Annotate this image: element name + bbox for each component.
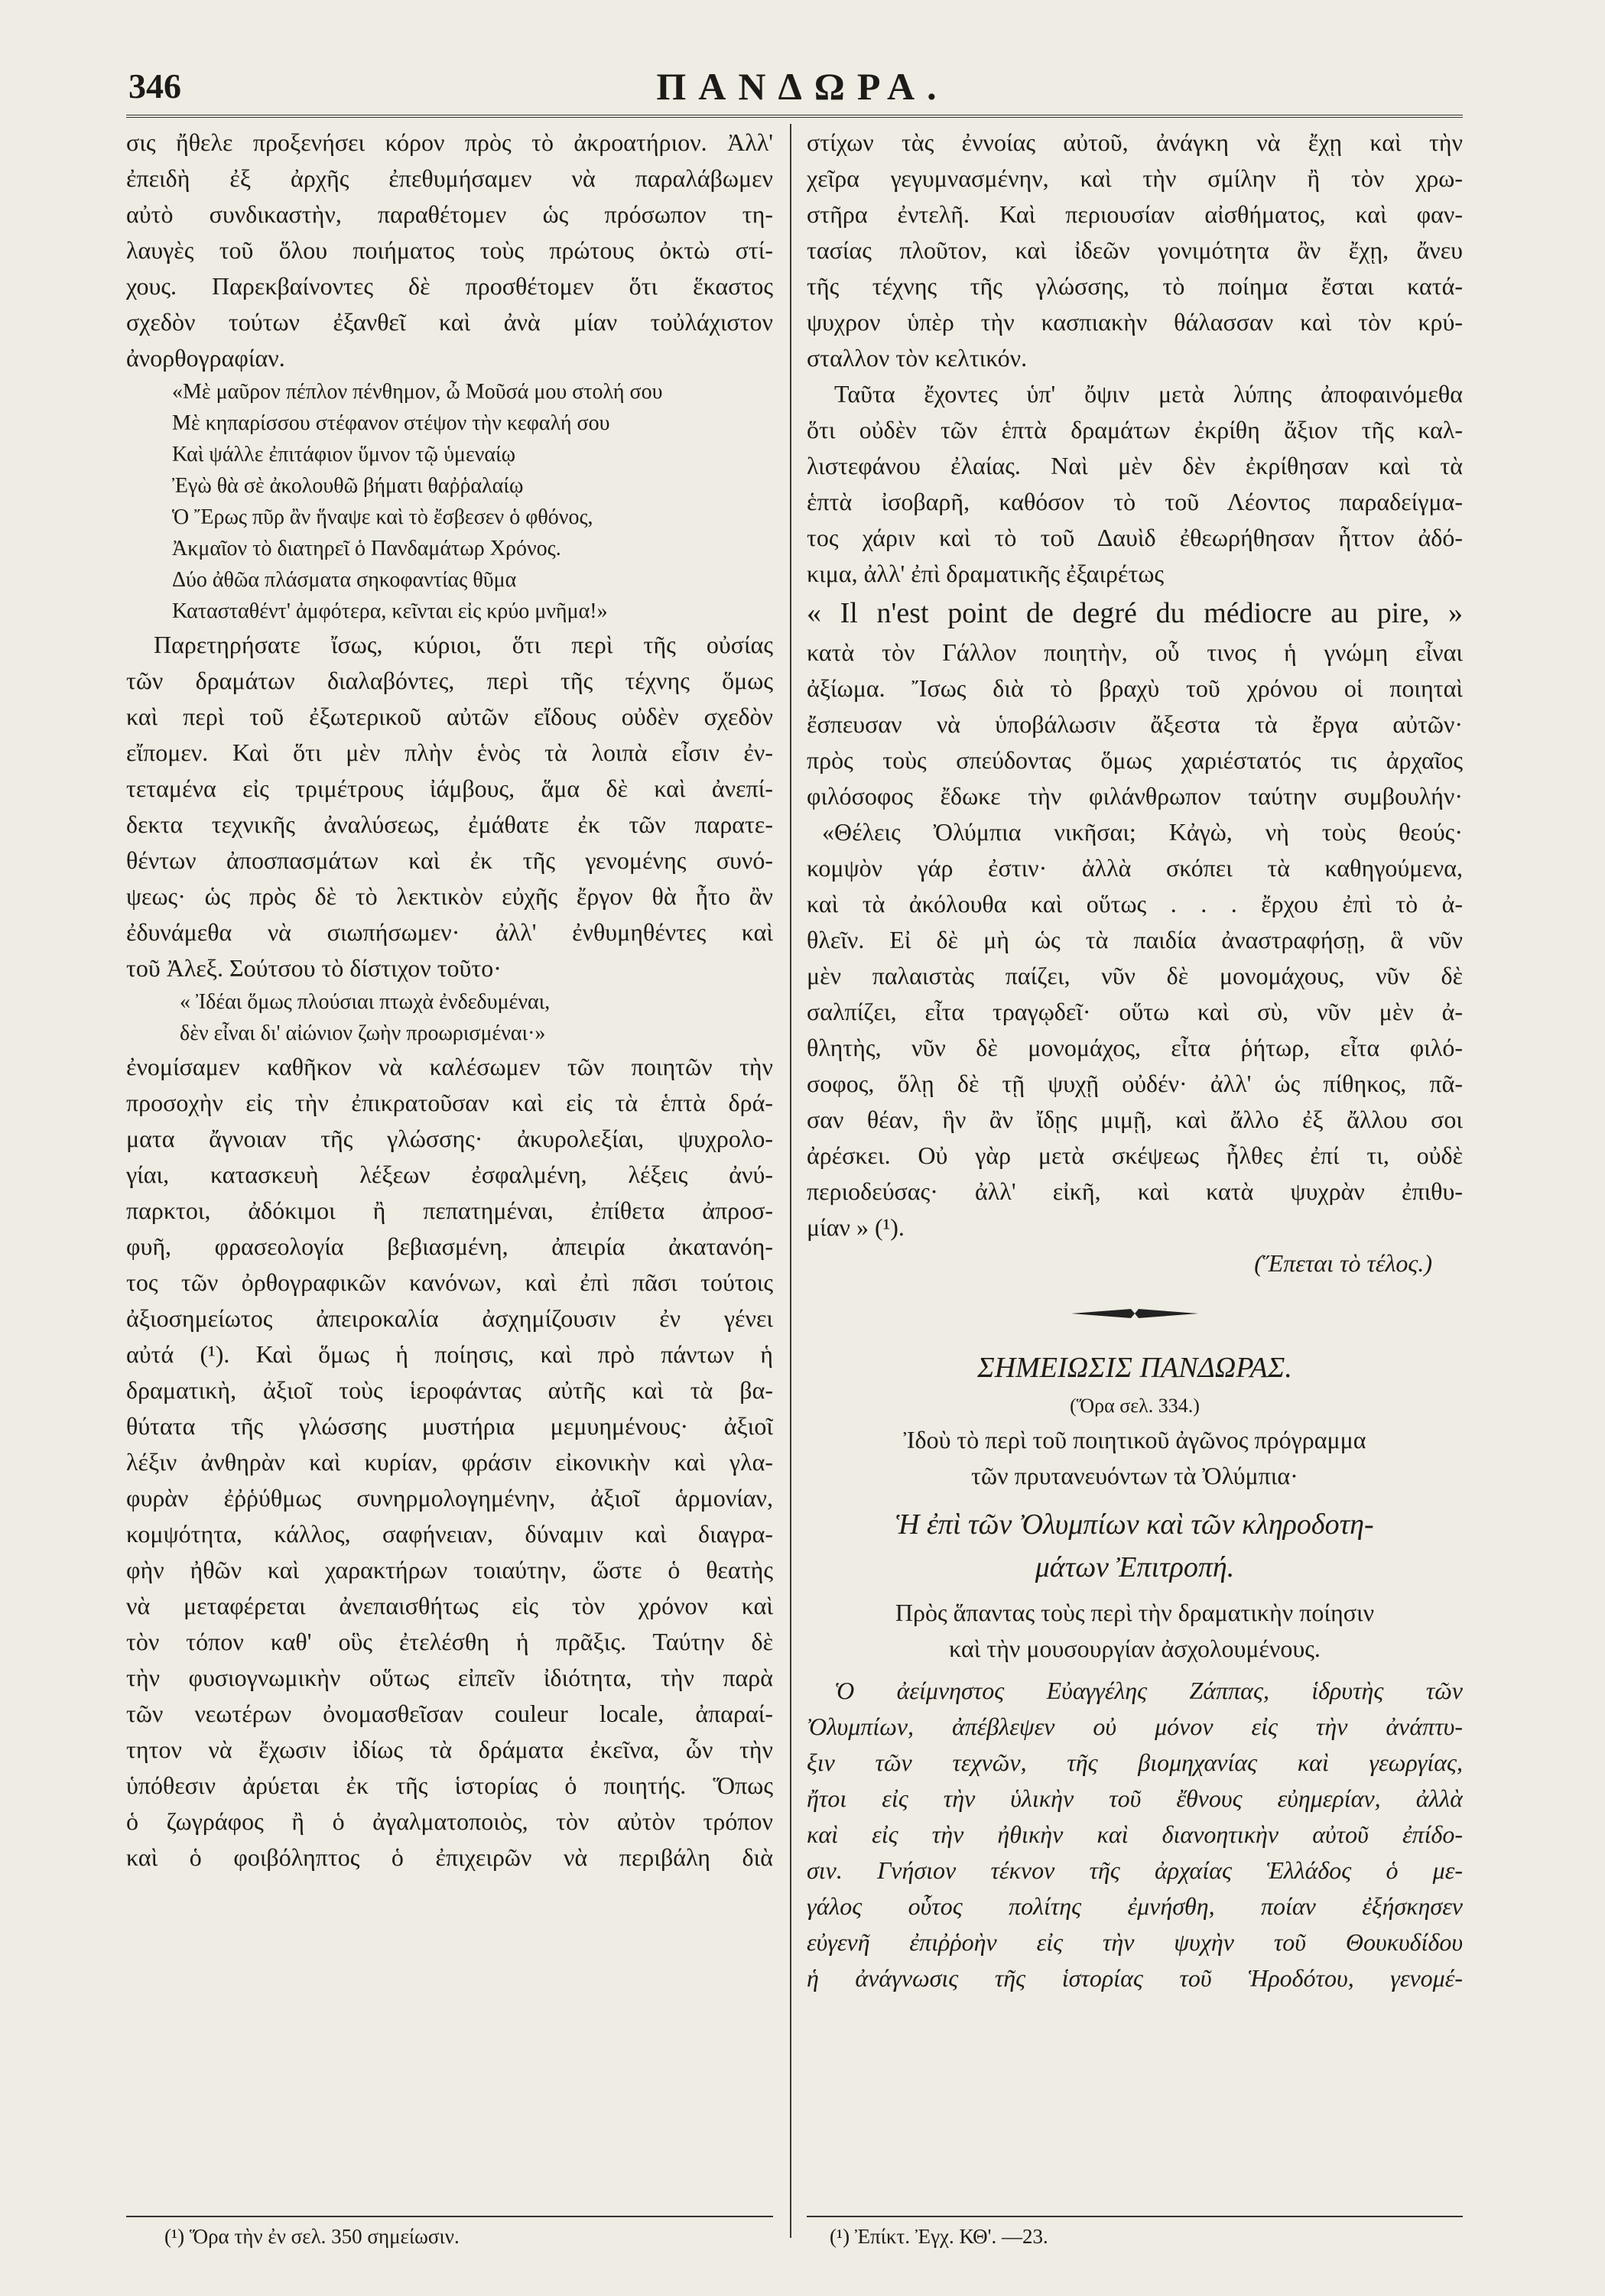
text-line: Ταῦτα ἔχοντες ὑπ' ὄψιν μετὰ λύπης ἀποφαινόμεθα <box>834 380 1463 408</box>
text-line: ἀξιοσημείωτος ἀπειροκαλία ἀσχημίζουσιν ἐν γένει <box>126 1304 773 1332</box>
left-column <box>126 125 773 1875</box>
text-line: τοῦ Ἀλεξ. Σούτσου τὸ δίστιχον τοῦτο· <box>126 954 502 982</box>
text-line: Παρετηρήσατε ἴσως, κύριοι, ὅτι περὶ τῆς οὐσίας <box>154 631 773 658</box>
right-column-text <box>807 125 1463 1245</box>
text-line: θέντων ἀποσπασμάτων καὶ ἐκ τῆς γενομένης συνό- <box>126 846 773 874</box>
text-line: «Θέλεις Ὀλύμπια νικῆσαι; Κἀγὼ, νὴ τοὺς θεούς· <box>822 818 1463 846</box>
text-line: στῆρα ἐντελῆ. Καὶ περιουσίαν αἰσθήματος, καὶ φαν- <box>807 200 1463 228</box>
text-line: θύτατα τῆς γλώσσης μυστήρια μεμυημένους· ἀξιοῖ <box>126 1412 773 1440</box>
text-line: Ὁ Ἔρως πῦρ ἂν ἥναψε καὶ τὸ ἔσβεσεν ὁ φθόνος, <box>172 505 593 529</box>
body-line: γάλος οὗτος πολίτης ἐμνήσθη, ποίαν ἐξήσκησεν <box>807 1892 1463 1920</box>
text-line: τητον νὰ ἔχωσιν ἰδίως τὰ δράματα ἐκεῖνα, ὧν τὴν <box>126 1736 773 1763</box>
text-line: σοφος, ὅλῃ δὲ τῇ ψυχῇ οὐδέν· ἀλλ' ὡς πίθηκος, πᾶ- <box>807 1070 1463 1097</box>
text-line: ἀνορθογραφίαν. <box>126 344 285 372</box>
text-line: δραματικὴ, ἀξιοῖ τοὺς ἱεροφάντας αὐτῆς καὶ τὰ βα- <box>126 1376 773 1404</box>
right-column <box>807 125 1463 1996</box>
text-line: τῶν νεωτέρων ὀνομασθεῖσαν couleur locale, ἀπαραί- <box>126 1700 773 1727</box>
text-line: φιλόσοφος ἔδωκε τὴν φιλάνθρωπον ταύτην συμβουλήν· <box>807 782 1463 810</box>
section-ref: (Ὅρα σελ. 334.) <box>1070 1395 1200 1417</box>
text-line: λαυγὲς τοῦ ὅλου ποιήματος τοὺς πρώτους ὀκτὼ στί- <box>126 236 773 264</box>
committee-title <box>807 1503 1463 1589</box>
committee-address <box>807 1595 1463 1667</box>
text-line: ὅτι οὐδὲν τῶν ἑπτὰ δραμάτων ἐκρίθη ἄξιον τῆς καλ- <box>807 416 1463 443</box>
text-line: καὶ περὶ τοῦ ἐξωτερικοῦ αὐτῶν εἴδους οὐδὲν σχεδὸν <box>126 703 773 730</box>
body-line: καὶ εἰς τὴν ἠθικὴν καὶ διανοητικὴν αὐτοῦ ἐπίδο- <box>807 1820 1463 1848</box>
address-line: καὶ τὴν μουσουργίαν ἀσχολουμένους. <box>949 1635 1321 1662</box>
text-line: τῶν δραμάτων διαλαβόντες, περὶ τῆς τέχνης ὅμως <box>126 667 773 694</box>
text-line: κιμα, ἀλλ' ἐπὶ δραματικῆς ἐξαιρέτως <box>807 560 1165 587</box>
footnote-left: (¹) Ὅρα τὴν ἐν σελ. 350 σημείωσιν. <box>164 2225 460 2248</box>
page-number: 346 <box>128 67 181 106</box>
text-line: ἐπειδὴ ἐξ ἀρχῆς ἐπεθυμήσαμεν νὰ παραλάβωμεν <box>126 164 773 192</box>
text-line: ἑπτὰ ἰσοβαρῆ, καθόσον τὸ τοῦ Λέοντος παραδείγμα- <box>807 488 1463 515</box>
page-header <box>0 0 1605 115</box>
text-line: σταλλον τὸν κελτικόν. <box>807 344 1028 372</box>
text-line: « Ἰδέαι ὅμως πλούσιαι πτωχὰ ἐνδεδυμέναι, <box>180 990 551 1014</box>
text-line: λιστεφάνου ἐλαίας. Ναὶ μὲν δὲν ἐκρίθησαν καὶ τὰ <box>807 452 1463 479</box>
address-line: Πρὸς ἅπαντας τοὺς περὶ τὴν δραματικὴν ποίησιν <box>895 1599 1375 1626</box>
text-line: τῆς τέχνης τῆς γλώσσης, τὸ ποίημα ἔσται κατά- <box>807 272 1463 300</box>
body-line: εὐγενῆ ἐπιῤῥοὴν εἰς τὴν ψυχὴν τοῦ Θουκυδίδου <box>807 1928 1463 1956</box>
body-line: σιν. Γνήσιον τέκνον τῆς ἀρχαίας Ἑλλάδος ὁ με- <box>807 1856 1463 1884</box>
footnote-right: (¹) Ἐπίκτ. Ἐγχ. ΚΘ'. —23. <box>830 2225 1048 2248</box>
text-line: στίχων τὰς ἐννοίας αὐτοῦ, ἀνάγκη νὰ ἔχῃ καὶ τὴν <box>807 128 1463 156</box>
text-line: καὶ ὁ φοιβόληπτος ὁ ἐπιχειρῶν νὰ περιβάλη διὰ <box>126 1843 773 1871</box>
text-line: σις ἤθελε προξενήσει κόρον πρὸς τὸ ἀκροατήριον. Ἀλλ' <box>126 128 773 156</box>
text-line: τασίας πλοῦτον, καὶ ἰδεῶν γονιμότητα ἂν ἔχῃ, ἄνευ <box>807 236 1463 264</box>
committee-line: μάτων Ἐπιτροπή. <box>1035 1551 1235 1583</box>
text-line: δὲν εἶναι δι' αἰώνιον ζωὴν προωρισμέναι·» <box>180 1021 546 1045</box>
text-line: λέξιν ἀνθηρὰν καὶ κυρίαν, φράσιν εἰκονικὴν καὶ γλα- <box>126 1448 773 1476</box>
text-line: μὲν παλαιστὰς παίζει, νῦν δὲ μονομάχους, νῦν δὲ <box>807 962 1463 989</box>
text-line: ματα ἄγνοιαν τῆς γλώσσης· ἀκυρολεξίαι, ψυχρολο- <box>126 1125 773 1152</box>
text-line: ἔσπευσαν νὰ ὑποβάλωσιν ἄξεστα τὰ ἔργα αὐτῶν· <box>807 710 1463 738</box>
text-line: προσοχὴν εἰς τὴν ἐπικρατοῦσαν καὶ εἰς τὰ ἑπτὰ δρά- <box>126 1089 773 1116</box>
text-line: τεταμένα εἰς τριμέτρους ἰάμβους, ἅμα δὲ καὶ ἀνεπί- <box>126 775 773 802</box>
journal-title: ΠΑΝΔΩΡΑ. <box>656 65 949 108</box>
text-line: φὴν ἠθῶν καὶ χαρακτήρων τοιαύτην, ὥστε ὁ θεατὴς <box>126 1556 773 1583</box>
text-line: ὁ ζωγράφος ἢ ὁ ἀγαλματοποιὸς, τὸν αὐτὸν τρόπον <box>126 1807 773 1835</box>
intro-line: τῶν πρυτανευόντων τὰ Ὀλύμπια· <box>971 1462 1298 1489</box>
section-intro <box>807 1422 1463 1494</box>
footnote-rule-left <box>126 2216 773 2217</box>
body-line: Ὀλυμπίων, ἀπέβλεψεν οὐ μόνον εἰς τὴν ἀνάπτυ- <box>807 1713 1463 1740</box>
text-line: σαν θέαν, ἣν ἂν ἴδῃς μιμῇ, καὶ ἄλλο ἐξ ἄλλου σοι <box>807 1106 1463 1133</box>
body-line: ξιν τῶν τεχνῶν, τῆς βιομηχανίας καὶ γεωργίας, <box>807 1749 1463 1776</box>
text-line: τος τῶν ὀρθογραφικῶν κανόνων, καὶ ἐπὶ πᾶσι τούτοις <box>126 1268 773 1296</box>
text-line: ἐδυνάμεθα νὰ σιωπήσωμεν· ἀλλ' ἐνθυμηθέντες καὶ <box>126 918 773 946</box>
section-body <box>807 1673 1463 1996</box>
text-line: κατὰ τὸν Γάλλον ποιητὴν, οὗ τινος ἡ γνώμη εἶναι <box>807 638 1463 666</box>
text-line: «Μὲ μαῦρον πέπλον πένθημον, ὦ Μοῦσά μου στολή σου <box>172 380 663 404</box>
text-line: χους. Παρεκβαίνοντες δὲ προσθέτομεν ὅτι ἕκαστος <box>126 272 773 300</box>
text-line: καὶ τὰ ἀκόλουθα καὶ οὕτως . . . ἔρχου ἐπὶ τὸ ἀ- <box>807 890 1463 917</box>
section-heading: ΣΗΜΕΙΩΣΙΣ ΠΑΝΔΩΡΑΣ. <box>977 1352 1292 1384</box>
text-line: χεῖρα γεγυμνασμένην, καὶ τὴν σμίλην ἢ τὸν χρω- <box>807 164 1463 192</box>
text-line: νὰ μεταφέρεται ἀνεπαισθήτως εἰς τὸν χρόνον καὶ <box>126 1592 773 1619</box>
text-line: σχεδὸν τούτων ἐξανθεῖ καὶ ἀνὰ μίαν τοὐλάχιστον <box>126 308 773 336</box>
text-line: ἐνομίσαμεν καθῆκον νὰ καλέσωμεν τῶν ποιητῶν τὴν <box>126 1053 773 1080</box>
text-line: σαλπίζει, εἶτα τραγῳδεῖ· οὕτω καὶ σὺ, νῦν μὲν ἀ- <box>807 998 1463 1025</box>
text-line: « Il n'est point de degré du médiocre au pire, » <box>807 597 1463 629</box>
text-line: πρὸς τοὺς σπεύδοντας ὅμως χαριέστατός τις ἀρχαῖος <box>807 746 1463 774</box>
text-line: τὸν τόπον καθ' οὓς ἐτελέσθη ἡ πρᾶξις. Ταύτην δὲ <box>126 1628 773 1655</box>
committee-line: Ἡ ἐπὶ τῶν Ὀλυμπίων καὶ τῶν κληροδοτη- <box>895 1508 1374 1541</box>
text-line: Ἐγὼ θὰ σὲ ἀκολουθῶ βήματι θαῤῥαλαίῳ <box>172 474 524 498</box>
footnote-rule-right <box>807 2216 1463 2217</box>
text-line: κομψὸν γάρ ἐστιν· ἀλλὰ σκόπει τὰ καθηγούμενα, <box>807 854 1463 882</box>
body-line: ἡ ἀνάγνωσις τῆς ἱστορίας τοῦ Ἡροδότου, γενομέ- <box>807 1964 1463 1992</box>
text-line: ὑπόθεσιν ἀρύεται ἐκ τῆς ἱστορίας ὁ ποιητής. Ὅπως <box>126 1772 773 1799</box>
text-line: Μὲ κηπαρίσσου στέφανον στέψον τὴν κεφαλή σου <box>172 411 610 435</box>
text-line: φυρὰν ἐῤῥύθμως συνηρμολογημένην, ἀξιοῖ ἁρμονίαν, <box>126 1484 773 1512</box>
text-line: φυῆ, φρασεολογία βεβιασμένη, ἀπειρία ἀκατανόη- <box>126 1232 773 1260</box>
text-line: παρκτοι, ἀδόκιμοι ἢ πεπατημέναι, ἐπίθετα ἀπροσ- <box>126 1197 773 1224</box>
text-line: Δύο ἀθῶα πλάσματα σηκοφαντίας θῦμα <box>172 568 517 592</box>
text-line: γίαι, κατασκευὴ λέξεων ἐσφαλμένη, λέξεις ἀνύ- <box>126 1161 773 1188</box>
text-line: ἀρέσκει. Οὐ γὰρ μετὰ σκέψεως ἦλθες ἐπί τι, οὐδὲ <box>807 1142 1463 1169</box>
ornament-rule <box>1070 1304 1200 1323</box>
text-line: περιοδεύσας· ἀλλ' εἰκῆ, καὶ κατὰ ψυχρὰν ἐπιθυ- <box>807 1177 1463 1205</box>
text-line: κομψότητα, κάλλος, σαφήνειαν, δύναμιν καὶ διαγρα- <box>126 1520 773 1547</box>
text-line: θλεῖν. Εἰ δὲ μὴ ὡς τὰ παιδία ἀναστραφήσῃ, ἃ νῦν <box>807 926 1463 953</box>
text-line: αὐτὸ συνδικαστὴν, παραθέτομεν ὡς πρόσωπον τη- <box>126 200 773 228</box>
body-line: Ὁ ἀείμνηστος Εὐαγγέλης Ζάππας, ἱδρυτὴς τῶν <box>834 1677 1463 1704</box>
text-line: μίαν » (¹). <box>807 1213 905 1241</box>
header-rule <box>126 115 1463 118</box>
text-line: Κατασταθέντ' ἀμφότερα, κεῖνται εἰς κρύο μνῆμα!» <box>172 599 608 623</box>
body-line: ἤτοι εἰς τὴν ὑλικὴν τοῦ ἔθνους εὐημερίαν, ἀλλὰ <box>807 1785 1463 1812</box>
intro-line: Ἰδοὺ τὸ περὶ τοῦ ποιητικοῦ ἀγῶνος πρόγραμμα <box>903 1426 1366 1453</box>
text-line: ψυχρον ὑπὲρ τὴν κασπιακὴν θάλασσαν καὶ τὸν κρύ- <box>807 308 1463 336</box>
text-line: ψεως· ὡς πρὸς δὲ τὸ λεκτικὸν εὐχῆς ἔργον θὰ ἦτο ἂν <box>126 882 773 910</box>
text-line: Καὶ ψάλλε ἐπιτάφιον ὕμνον τῷ ὑμεναίῳ <box>172 443 515 466</box>
text-line: θλητὴς, νῦν δὲ μονομάχος, εἶτα ῥήτωρ, εἶτα φιλό- <box>807 1034 1463 1061</box>
text-line: δεκτα τεχνικῆς ἀναλύσεως, ἐμάθατε ἐκ τῶν παρατε- <box>126 810 773 838</box>
continuation-note: (Ἕπεται τὸ τέλος.) <box>1254 1249 1432 1277</box>
text-line: Ἀκμαῖον τὸ διατηρεῖ ὁ Πανδαμάτωρ Χρόνος. <box>172 537 561 560</box>
text-line: αὐτά (¹). Καὶ ὅμως ἡ ποίησις, καὶ πρὸ πάντων ἡ <box>126 1340 773 1368</box>
text-line: ἀξίωμα. Ἴσως διὰ τὸ βραχὺ τοῦ χρόνου οἱ ποιηταὶ <box>807 674 1463 702</box>
column-divider <box>790 124 791 2238</box>
text-line: εἴπομεν. Καὶ ὅτι μὲν πλὴν ἑνὸς τὰ λοιπὰ εἶσιν ἐν- <box>126 739 773 766</box>
text-line: τος χάριν καὶ τὸ τοῦ Δαυὶδ ἐθεωρήθησαν ἧττον ἀδό- <box>807 524 1463 551</box>
text-line: τὴν φυσιογνωμικὴν οὕτως εἰπεῖν ἰδιότητα, τὴν παρὰ <box>126 1664 773 1691</box>
